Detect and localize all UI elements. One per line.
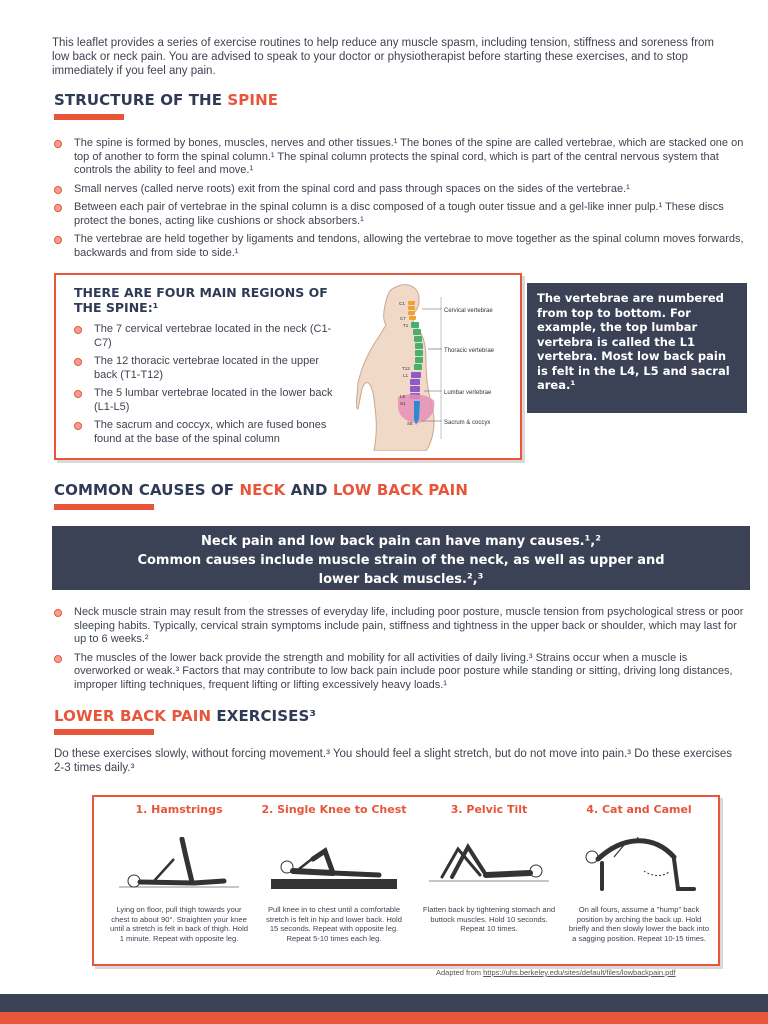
exercises-underbar (54, 729, 154, 735)
exercise-title: 3. Pelvic Tilt (450, 803, 528, 816)
list-item (54, 652, 744, 693)
region-text: The 7 cervical vertebrae located in the neck (C1-C7) (94, 323, 332, 349)
t1-label: T1 (403, 323, 409, 328)
bullet-icon (54, 204, 62, 212)
structure-underbar (54, 114, 124, 120)
l5-label: L5 (400, 394, 406, 399)
list-item (54, 233, 744, 260)
single-knee-illustration (269, 837, 399, 897)
list-item (54, 183, 744, 197)
exercise-description: On all fours, assume a "hump" back position by arching the back up. Hold briefly and then slowly lower the back into a sagging position. Repeat 10-15 times. (568, 905, 710, 943)
exercise-cat-camel (564, 797, 714, 962)
bullet-icon (54, 655, 62, 663)
bullet-icon (74, 390, 82, 398)
list-item (74, 387, 344, 414)
causes-heading (54, 481, 468, 499)
exercises-heading-main: EXERCISES³ (211, 707, 317, 725)
structure-bullets (54, 137, 744, 265)
bullet-icon (74, 422, 82, 430)
causes-bullets (54, 606, 744, 697)
bullet-text: The vertebrae are held together by ligaments and tendons, allowing the vertebrae to move together as the spinal column moves forwards, backwards and from side to side.¹ (74, 233, 744, 259)
spine-regions-list (74, 323, 344, 451)
list-item (74, 419, 344, 446)
structure-heading-main: STRUCTURE OF THE (54, 91, 228, 109)
structure-heading-accent: SPINE (227, 91, 279, 109)
region-text: The sacrum and coccyx, which are fused bones found at the base of the spinal column (94, 419, 327, 445)
banner-line: Common causes include muscle strain of the neck, as well as upper and lower back muscles.²,³ (137, 553, 665, 587)
lumbar-label: Lumbar vertebrae (444, 390, 492, 396)
intro-paragraph: This leaflet provides a series of exercise routines to help reduce any muscle spasm, including tension, stiffness and soreness from low back or neck pain. You are advised to speak to your doctor or physiotherapist before starting these exercises, and to stop immediately if you feel any pain. (52, 37, 715, 77)
region-text: The 12 thoracic vertebrae located in the upper back (T1-T12) (94, 355, 320, 381)
exercises-heading (54, 707, 316, 725)
bullet-text: Between each pair of vertebrae in the spinal column is a disc composed of a tough outer tissue and a gel-like inner pulp.¹ These discs protect the bones, acting like cushions or shock absorbers.¹ (74, 201, 724, 227)
bullet-text: Small nerves (called nerve roots) exit from the spinal cord and pass through spaces on the sides of the vertebrae.¹ (74, 182, 630, 195)
exercises-heading-accent: LOWER BACK PAIN (54, 707, 212, 725)
footer-band-accent (0, 1012, 768, 1024)
exercise-description: Flatten back by tightening stomach and buttock muscles. Hold 10 seconds. Repeat 10 times. (422, 905, 556, 933)
cat-camel-illustration (574, 837, 704, 897)
causes-heading-part: AND (285, 481, 333, 499)
c7-label: C7 (400, 316, 406, 321)
spine-regions-box (54, 273, 522, 460)
footer-band-navy (0, 994, 768, 1012)
region-text: The 5 lumbar vertebrae located in the lower back (L1-L5) (94, 387, 333, 413)
cervical-label: Cervical vertebrae (444, 308, 493, 314)
bullet-text: The spine is formed by bones, muscles, nerves and other tissues.¹ The bones of the spine are called vertebrae, which are stacked one on top of another to form the spinal column.¹ The spinal column protects the spinal cord, which is part of the central nervous system that controls the ability to feel and move.¹ (74, 137, 744, 176)
exercise-hamstrings (104, 797, 254, 962)
credit-prefix: Adapted from (436, 968, 484, 977)
spine-regions-title: THERE ARE FOUR MAIN REGIONS OF THE SPINE:¹ (74, 285, 328, 315)
c1-label: C1 (399, 301, 405, 306)
exercise-title: 4. Cat and Camel (586, 803, 692, 816)
bullet-text: Neck muscle strain may result from the stresses of everyday life, including poor posture, muscle tension from psychological stress or poor sleeping habits. Typically, cervical strain symptoms include pain, stiffness and tightness in the upper back or shoulder, which may last for up to 6 weeks.² (74, 606, 744, 645)
sacrum-label: Sacrum & coccyx (444, 420, 491, 426)
list-item (54, 137, 744, 178)
causes-heading-part: COMMON CAUSES OF (54, 481, 240, 499)
hamstrings-illustration (114, 837, 244, 897)
s5-label: S5 (407, 421, 413, 426)
list-item (54, 201, 744, 228)
exercise-description: Lying on floor, pull thigh towards your chest to about 90°. Straighten your knee until a stretch is felt in back of thigh. Hold 1 minute. Repeat with opposite leg. (109, 905, 249, 943)
exercises-panel (92, 795, 720, 966)
bullet-icon (54, 236, 62, 244)
bullet-icon (54, 140, 62, 148)
vertebrae-numbering-note: The vertebrae are numbered from top to bottom. For example, the top lumbar vertebra is called the L1 vertebra. Most low back pain is felt in the L4, L5 and sacral area.¹ (527, 283, 747, 413)
list-item (74, 323, 344, 350)
causes-banner (52, 526, 750, 590)
body-silhouette (356, 285, 434, 451)
causes-heading-accent: LOW BACK PAIN (332, 481, 468, 499)
structure-heading (54, 91, 278, 109)
bullet-icon (74, 358, 82, 366)
bullet-icon (54, 186, 62, 194)
exercise-description: Pull knee in to chest until a comfortable stretch is felt in hip and lower back. Hold 15 seconds. Repeat with opposite leg. Repeat 5-10 times each leg. (266, 905, 402, 943)
list-item (54, 606, 744, 647)
bullet-text: The muscles of the lower back provide the strength and mobility for all activities of daily living.³ Strains occur when a muscle is overworked or weak.³ Factors that may contribute to low back pain include poor posture while standing or sitting, driving long distances, improper lifting techniques, frequent lifting or lifting excessively heavy loads.¹ (74, 651, 733, 691)
source-credit (436, 968, 676, 977)
pelvic-tilt-illustration (424, 837, 554, 897)
causes-heading-accent: NECK (239, 481, 286, 499)
spine-illustration (356, 279, 516, 451)
exercise-title: 2. Single Knee to Chest (261, 803, 407, 816)
l1-label: L1 (403, 373, 409, 378)
bullet-icon (54, 609, 62, 617)
exercise-single-knee (259, 797, 409, 962)
s1-label: S1 (400, 401, 406, 406)
bullet-icon (74, 326, 82, 334)
causes-underbar (54, 504, 154, 510)
list-item (74, 355, 344, 382)
credit-link[interactable]: https://uhs.berkeley.edu/sites/default/files/lowbackpain.pdf (483, 968, 676, 977)
exercise-pelvic-tilt (414, 797, 564, 962)
banner-line: Neck pain and low back pain can have many causes.¹,² (201, 534, 601, 549)
exercise-title: 1. Hamstrings (135, 803, 223, 816)
t12-label: T12 (402, 366, 410, 371)
thoracic-label: Thoracic vertebrae (444, 348, 495, 354)
exercises-intro: Do these exercises slowly, without forcing movement.³ You should feel a slight stretch, but do not move into pain.³ Do these exercises 2-3 times daily.³ (54, 748, 732, 774)
